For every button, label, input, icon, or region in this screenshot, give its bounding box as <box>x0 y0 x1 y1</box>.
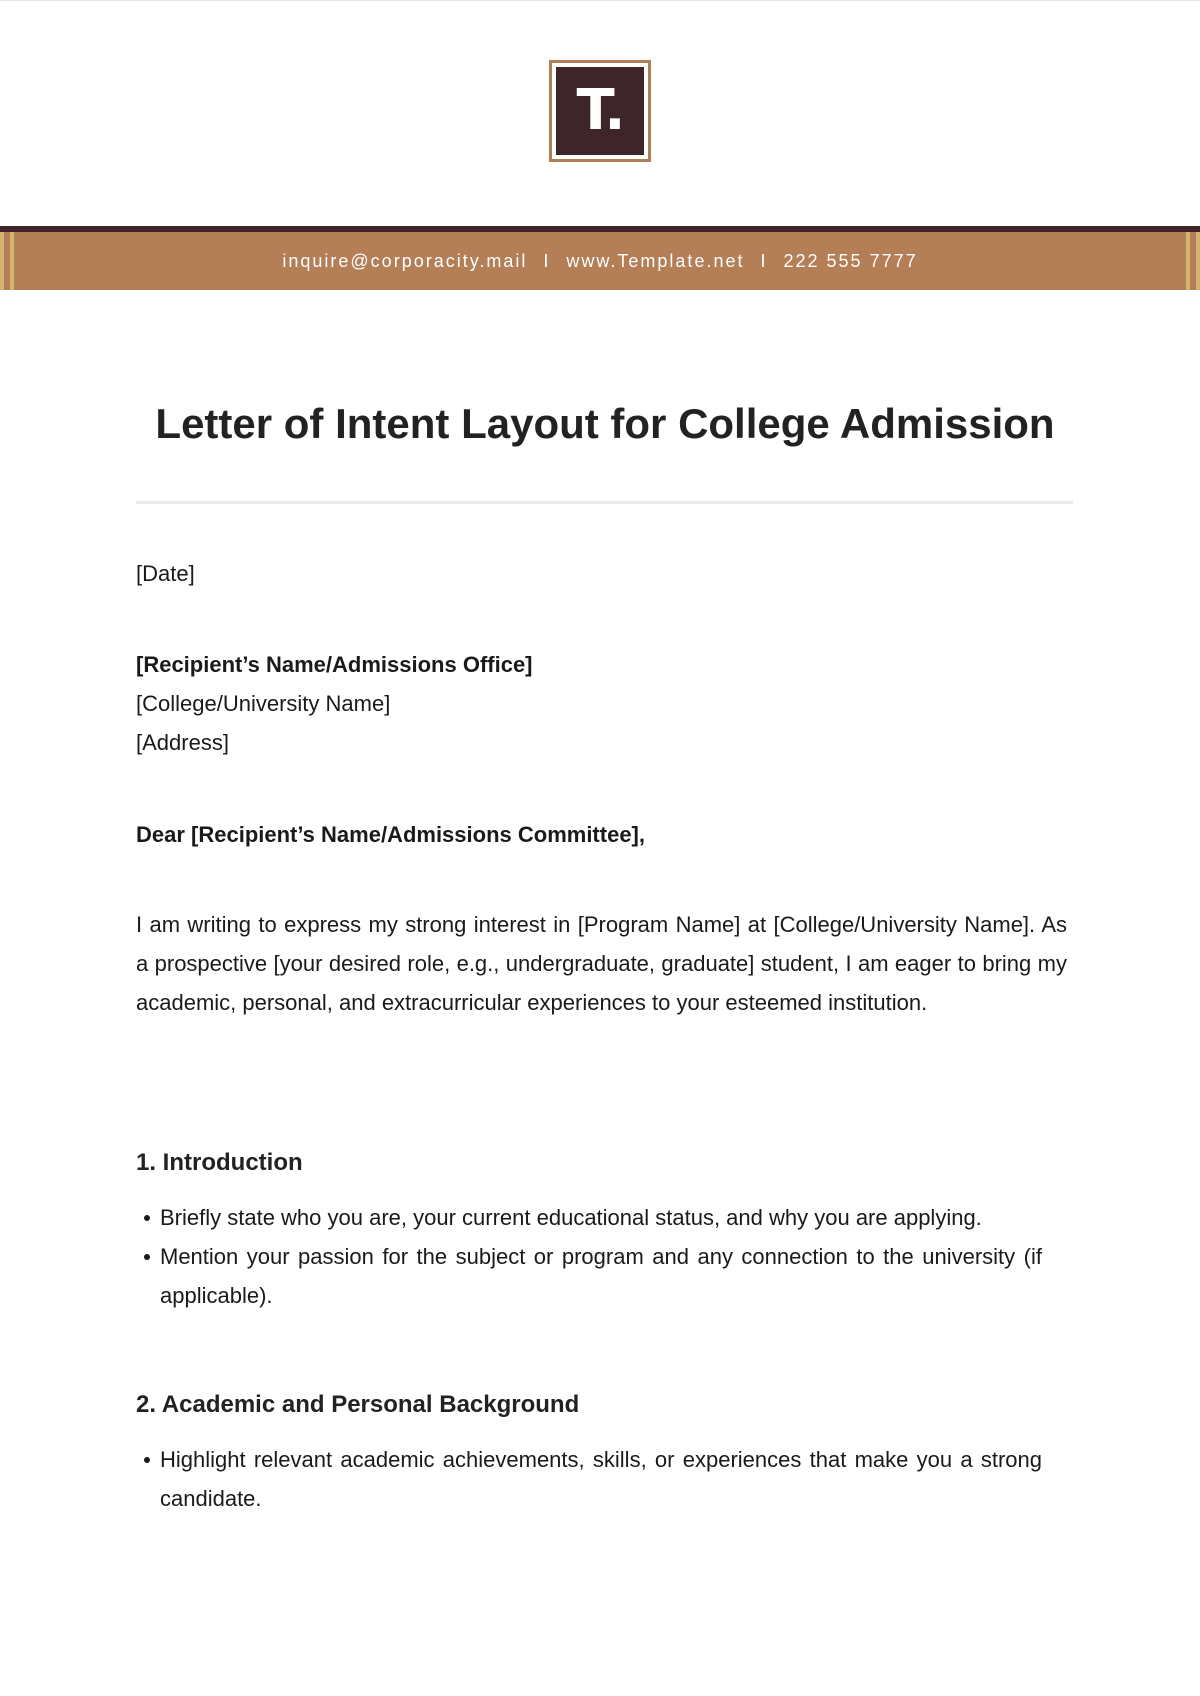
band-stripe-left <box>0 232 4 290</box>
list-item: Highlight relevant academic achievements, skills, or experiences that make you a strong candidate. <box>136 1440 1042 1518</box>
section-background <box>136 1385 1067 1518</box>
document-title: Letter of Intent Layout for College Admission <box>155 400 1055 447</box>
contact-phone: 222 555 7777 <box>783 250 918 271</box>
recipient-institution: [College/University Name] <box>136 691 391 716</box>
band-stripe-right <box>1196 232 1200 290</box>
salutation: Dear [Recipient’s Name/Admissions Committee], <box>136 822 645 847</box>
intro-paragraph: I am writing to express my strong interest in [Program Name] at [College/University Name]. As a prospective [your desired role, e.g., undergraduate, graduate] student, I am eager to bring my academic, personal, and extracurricular experiences to your esteemed institution. <box>136 912 1067 1015</box>
band-stripe-left <box>10 232 14 290</box>
contact-separator: I <box>760 250 768 271</box>
contact-separator: I <box>543 250 551 271</box>
top-rule <box>0 0 1200 1</box>
band-stripe-right <box>1186 232 1190 290</box>
list-item: Mention your passion for the subject or program and any connection to the university (if applicable). <box>136 1237 1042 1315</box>
contact-email: inquire@corporacity.mail <box>282 250 528 271</box>
section-introduction <box>136 1143 1067 1315</box>
letter-date: [Date] <box>136 561 195 586</box>
contact-website: www.Template.net <box>566 250 745 271</box>
bullet-list <box>136 1198 1042 1315</box>
bullet-list <box>136 1440 1042 1518</box>
logo <box>549 60 651 162</box>
title-divider <box>136 501 1073 504</box>
recipient-address: [Address] <box>136 730 229 755</box>
contact-band <box>0 232 1200 290</box>
recipient-name: [Recipient’s Name/Admissions Office] <box>136 652 533 677</box>
list-item: Briefly state who you are, your current educational status, and why you are applying. <box>136 1198 1042 1237</box>
section-heading: 2. Academic and Personal Background <box>136 1391 580 1418</box>
logo-letter: T. <box>556 67 644 155</box>
section-heading: 1. Introduction <box>136 1149 303 1176</box>
